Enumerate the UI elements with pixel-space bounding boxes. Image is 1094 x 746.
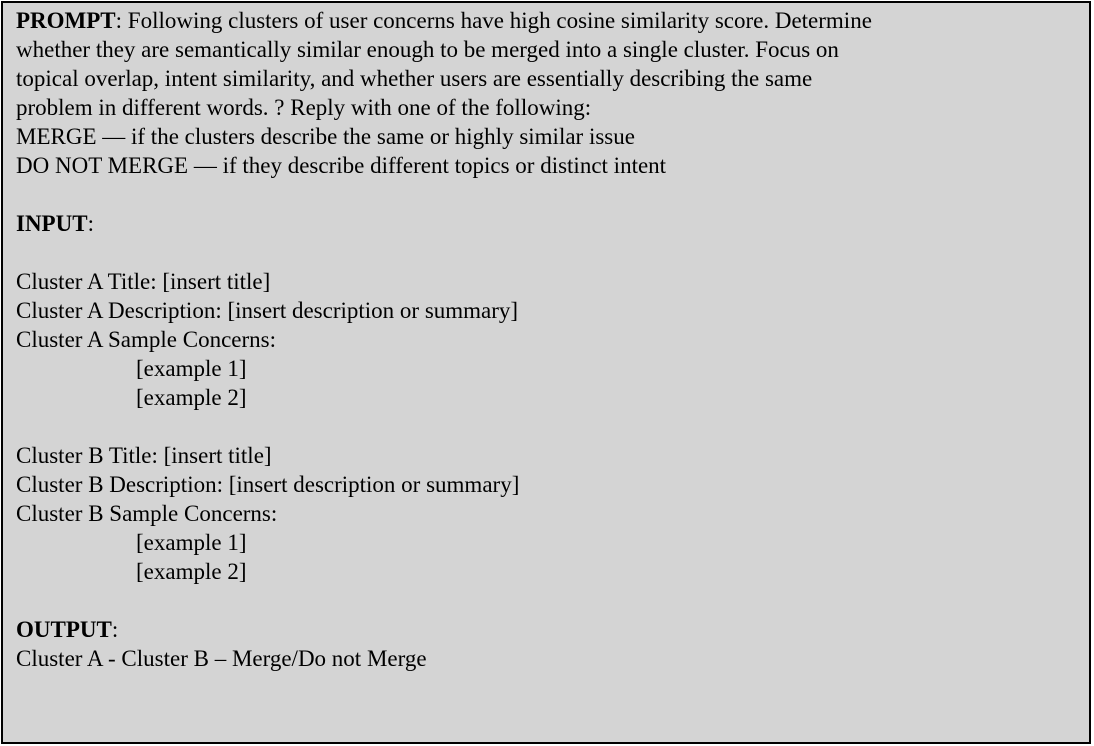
output-colon: : <box>111 617 119 642</box>
cluster-a-description: Cluster A Description: [insert description or summary] <box>16 298 519 323</box>
cluster-a-example-1: [example 1] <box>136 356 247 381</box>
cluster-b-example-2: [example 2] <box>136 559 247 584</box>
do-not-merge-option: DO NOT MERGE — if they describe different topics or distinct intent <box>16 153 667 178</box>
prompt-line-4: problem in different words. ? Reply with one of the following: <box>16 95 592 120</box>
prompt-line-2: whether they are semantically similar enough to be merged into a single cluster. Focus on <box>16 37 839 62</box>
output-label: OUTPUT <box>16 617 112 642</box>
prompt-label: PROMPT <box>16 8 116 33</box>
cluster-a-samples-label: Cluster A Sample Concerns: <box>16 327 277 352</box>
cluster-a-example-2: [example 2] <box>136 385 247 410</box>
cluster-b-samples-label: Cluster B Sample Concerns: <box>16 501 278 526</box>
input-heading <box>16 209 1089 238</box>
cluster-b-title: Cluster B Title: [insert title] <box>16 443 272 468</box>
input-colon: : <box>87 211 94 236</box>
prompt-line-3: topical overlap, intent similarity, and whether users are essentially describing the same <box>16 66 813 91</box>
prompt-text-box <box>1 1 1091 744</box>
spacer <box>16 180 1089 209</box>
merge-option: MERGE — if the clusters describe the same or highly similar issue <box>16 124 635 149</box>
spacer <box>16 238 1089 267</box>
spacer <box>16 412 1089 441</box>
output-heading <box>16 615 1089 644</box>
prompt-line-1 <box>16 6 1089 35</box>
output-line: Cluster A - Cluster B – Merge/Do not Merge <box>16 646 427 671</box>
spacer <box>16 586 1089 615</box>
input-label: INPUT <box>16 211 88 236</box>
prompt-text: : Following clusters of user concerns have high cosine similarity score. Determine <box>115 8 872 33</box>
cluster-a-title: Cluster A Title: [insert title] <box>16 269 271 294</box>
cluster-b-description: Cluster B Description: [insert description or summary] <box>16 472 520 497</box>
cluster-b-example-1: [example 1] <box>136 530 247 555</box>
